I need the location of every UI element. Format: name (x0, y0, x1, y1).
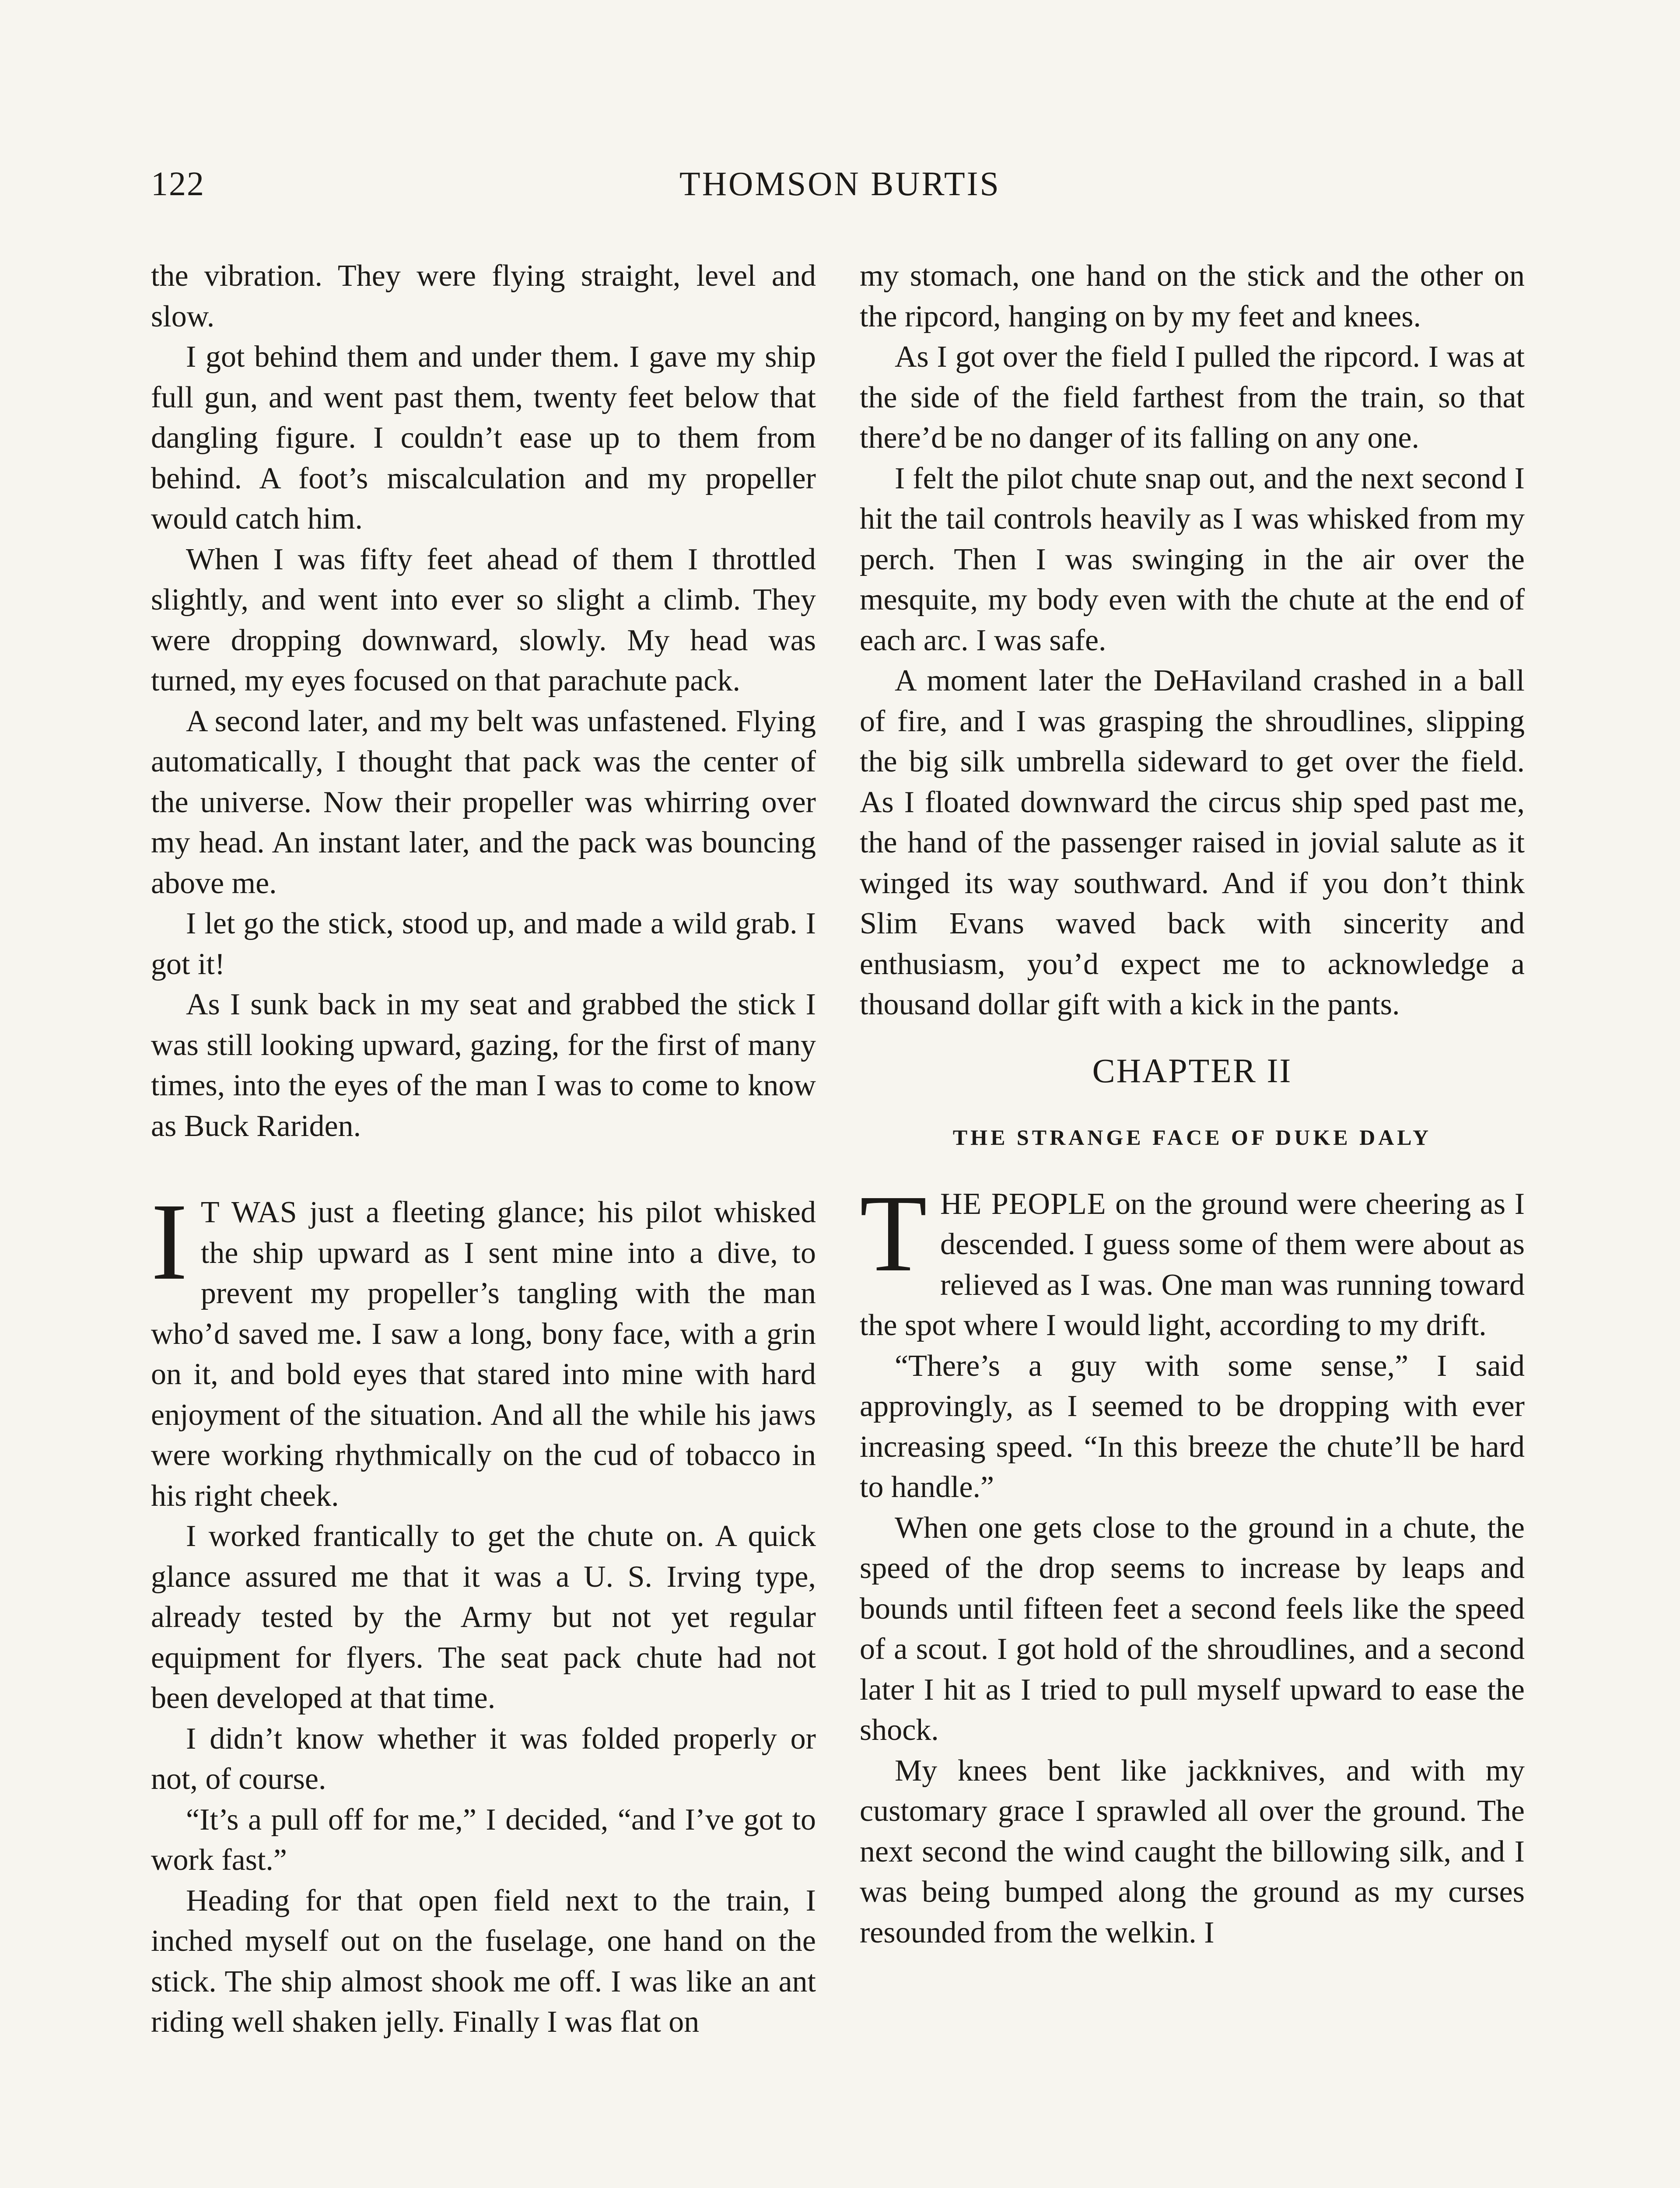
paragraph-text: just a fleeting glance; his pilot whisked the ship upward as I sent mine into a dive, to prevent my propeller’s tangling with the man who’d saved me. I saw a long, bony face, with a grin on it, and bold eyes that stared into mine with hard enjoyment of the situation. And all the while his jaws were working rhythmically on the cud of tobacco in his right cheek. (151, 1196, 816, 1513)
chapter-subtitle: THE STRANGE FACE OF DUKE DALY (952, 1125, 1432, 1150)
paragraph: A second later, and my belt was unfastened. Flying automatically, I thought that pack was the center of the universe. Now their propeller was whirring over my head. An instant later, and the pack was bouncing above me. (151, 704, 816, 900)
paragraph: A moment later the DeHaviland crashed in a ball of fire, and I was grasping the shroudlines, slipping the big silk umbrella sideward to get over the field. As I floated downward the circus ship sped past me, the hand of the passenger raised in jovial salute as it winged its way southward. And if you don’t think Slim Evans waved back with sincerity and enthusiasm, you’d expect me to acknowledge a thousand dollar gift with a kick in the pants. (860, 664, 1525, 1021)
paragraph: Heading for that open field next to the train, I inched myself out on the fuselage, one hand on the stick. The ship almost shook me off. I was like an ant riding well shaken jelly. Finally I was flat on (151, 1883, 816, 2039)
lead-in-caps: HE PEOPLE (940, 1187, 1106, 1221)
paragraph-text: on the ground were cheering as I descended. I guess some of them were about as relieved as I was. One man was running toward the spot where I would light, according to my drift. (860, 1187, 1525, 1342)
paragraph: I worked frantically to get the chute on. A quick glance assured me that it was a U. S. Irving type, already tested by the Army but not yet regular equipment for flyers. The seat pack chute had not been developed at that time. (151, 1519, 816, 1715)
paragraph: I felt the pilot chute snap out, and the next second I hit the tail controls heavily as I was whisked from my perch. Then I was swinging in the air over the mesquite, my body even with the chute at the end of each arc. I was safe. (860, 461, 1525, 657)
paragraph: “It’s a pull off for me,” I decided, “and I’ve got to work fast.” (151, 1802, 816, 1877)
paragraph: My knees bent like jackknives, and with my customary grace I sprawled all over the ground. The next second the wind caught the billowing silk, and I was being bumped along the ground as my curses resounded from the welkin. I (860, 1753, 1525, 1950)
chapter-title: CHAPTER II (1092, 1051, 1292, 1090)
paragraph: When I was fifty feet ahead of them I throttled slightly, and went into ever so slight a climb. They were dropping downward, slowly. My head was turned, my eyes focused on that parachute pack. (151, 542, 816, 698)
lead-in-caps: T WAS (200, 1196, 298, 1229)
page-header (151, 164, 1529, 217)
drop-cap: T (860, 1171, 927, 1294)
paragraph: I got behind them and under them. I gave my ship full gun, and went past them, twenty feet below that dangling figure. I couldn’t ease up to them from behind. A foot’s miscalculation and my propeller would catch him. (151, 340, 816, 536)
paragraph: I didn’t know whether it was folded properly or not, of course. (151, 1722, 816, 1796)
drop-cap-paragraph (151, 1180, 816, 1516)
paragraph: As I sunk back in my seat and grabbed the stick I was still looking upward, gazing, for the first of many times, into the eyes of the man I was to come to know as Buck Rariden. (151, 988, 816, 1143)
running-head: THOMSON BURTIS (679, 165, 1001, 203)
drop-cap-paragraph (860, 1171, 1525, 1346)
paragraph: As I got over the field I pulled the ripcord. I was at the side of the field farthest from the train, so that there’d be no danger of its falling on any one. (860, 340, 1525, 455)
left-column (151, 256, 816, 2043)
paragraph: “There’s a guy with some sense,” I said approvingly, as I seemed to be dropping with ever increasing speed. “In this breeze the chute’ll be hard to handle.” (860, 1349, 1525, 1504)
paragraph: my stomach, one hand on the stick and the other on the ripcord, hanging on by my feet and knees. (860, 259, 1525, 333)
right-column (860, 256, 1525, 1953)
paragraph: the vibration. They were flying straight, level and slow. (151, 259, 816, 333)
page-number: 122 (151, 165, 205, 203)
paragraph: I let go the stick, stood up, and made a wild grab. I got it! (151, 907, 816, 981)
section-break (151, 1147, 816, 1192)
paragraph: When one gets close to the ground in a chute, the speed of the drop seems to increase by leaps and bounds until fifteen feet a second feels like the speed of a scout. I got hold of the shroudlines, and a second later I hit as I tried to pull myself upward to ease the shock. (860, 1511, 1525, 1747)
drop-cap: I (151, 1180, 188, 1303)
